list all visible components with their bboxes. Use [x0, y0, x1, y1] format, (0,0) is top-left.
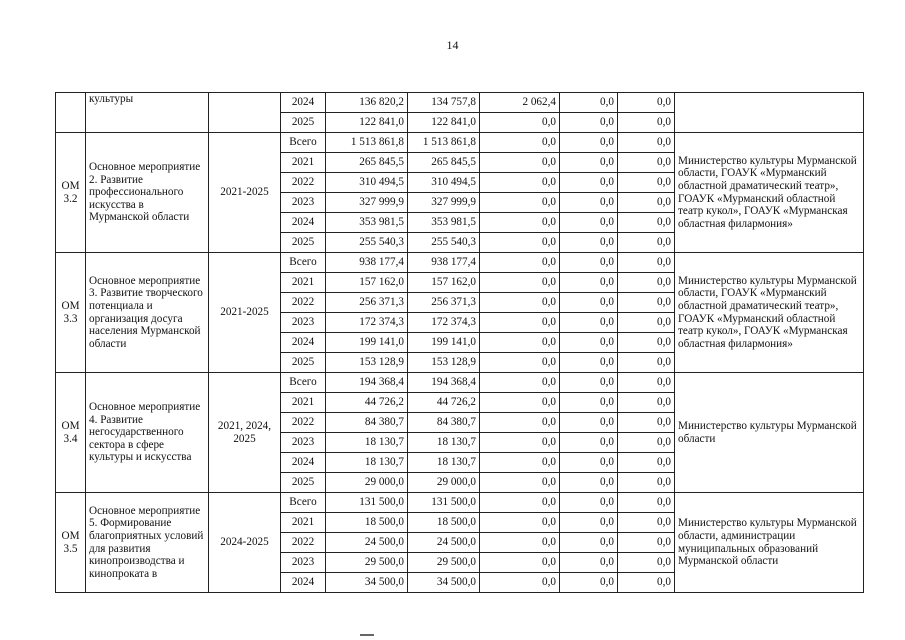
federal-cell: 0,0 — [480, 533, 560, 553]
year-cell: 2022 — [281, 413, 326, 433]
federal-cell: 0,0 — [480, 313, 560, 333]
year-cell: Всего — [281, 373, 326, 393]
regional-cell: 327 999,9 — [408, 193, 480, 213]
regional-cell: 199 141,0 — [408, 333, 480, 353]
year-cell: 2022 — [281, 533, 326, 553]
local-cell: 0,0 — [560, 453, 618, 473]
federal-cell: 0,0 — [480, 133, 560, 153]
total-cell: 172 374,3 — [326, 313, 408, 333]
regional-cell: 84 380,7 — [408, 413, 480, 433]
measure-name: культуры — [86, 93, 209, 133]
measure-name: Основное мероприятие 2. Развитие профессионального искусства в Мурманской области — [86, 133, 209, 253]
local-cell: 0,0 — [560, 113, 618, 133]
total-cell: 24 500,0 — [326, 533, 408, 553]
other-cell: 0,0 — [618, 193, 675, 213]
year-cell: 2022 — [281, 173, 326, 193]
regional-cell: 172 374,3 — [408, 313, 480, 333]
local-cell: 0,0 — [560, 193, 618, 213]
year-cell: Всего — [281, 133, 326, 153]
total-cell: 256 371,3 — [326, 293, 408, 313]
other-cell: 0,0 — [618, 433, 675, 453]
regional-cell: 157 162,0 — [408, 273, 480, 293]
total-cell: 18 130,7 — [326, 433, 408, 453]
total-cell: 194 368,4 — [326, 373, 408, 393]
measure-period: 2021-2025 — [209, 133, 281, 253]
federal-cell: 0,0 — [480, 253, 560, 273]
local-cell: 0,0 — [560, 253, 618, 273]
year-cell: 2023 — [281, 313, 326, 333]
total-cell: 310 494,5 — [326, 173, 408, 193]
regional-cell: 255 540,3 — [408, 233, 480, 253]
total-cell: 255 540,3 — [326, 233, 408, 253]
federal-cell: 0,0 — [480, 573, 560, 593]
total-cell: 938 177,4 — [326, 253, 408, 273]
local-cell: 0,0 — [560, 93, 618, 113]
federal-cell: 0,0 — [480, 433, 560, 453]
other-cell: 0,0 — [618, 473, 675, 493]
local-cell: 0,0 — [560, 373, 618, 393]
regional-cell: 1 513 861,8 — [408, 133, 480, 153]
regional-cell: 153 128,9 — [408, 353, 480, 373]
regional-cell: 938 177,4 — [408, 253, 480, 273]
other-cell: 0,0 — [618, 373, 675, 393]
measure-executors: Министерство культуры Мурманской области, администрации муниципальных образований Мурманской области — [675, 493, 864, 593]
page-mark — [360, 634, 374, 636]
year-cell: 2024 — [281, 453, 326, 473]
measure-executors — [675, 93, 864, 133]
local-cell: 0,0 — [560, 233, 618, 253]
total-cell: 44 726,2 — [326, 393, 408, 413]
local-cell: 0,0 — [560, 393, 618, 413]
federal-cell: 0,0 — [480, 393, 560, 413]
regional-cell: 131 500,0 — [408, 493, 480, 513]
year-cell: 2025 — [281, 233, 326, 253]
regional-cell: 134 757,8 — [408, 93, 480, 113]
local-cell: 0,0 — [560, 473, 618, 493]
total-cell: 18 130,7 — [326, 453, 408, 473]
table-row — [56, 253, 864, 273]
federal-cell: 0,0 — [480, 373, 560, 393]
other-cell: 0,0 — [618, 513, 675, 533]
federal-cell: 0,0 — [480, 333, 560, 353]
total-cell: 84 380,7 — [326, 413, 408, 433]
regional-cell: 310 494,5 — [408, 173, 480, 193]
table-body — [56, 93, 864, 593]
federal-cell: 0,0 — [480, 453, 560, 473]
measure-code: ОМ 3.5 — [56, 493, 86, 593]
year-cell: 2023 — [281, 193, 326, 213]
total-cell: 153 128,9 — [326, 353, 408, 373]
measure-name: Основное мероприятие 5. Формирование благоприятных условий для развития кинопроизводства и кинопроката в — [86, 493, 209, 593]
federal-cell: 0,0 — [480, 513, 560, 533]
regional-cell: 29 500,0 — [408, 553, 480, 573]
local-cell: 0,0 — [560, 353, 618, 373]
local-cell: 0,0 — [560, 173, 618, 193]
year-cell: 2024 — [281, 213, 326, 233]
local-cell: 0,0 — [560, 433, 618, 453]
local-cell: 0,0 — [560, 313, 618, 333]
other-cell: 0,0 — [618, 253, 675, 273]
federal-cell: 0,0 — [480, 233, 560, 253]
page-number: 14 — [446, 38, 459, 52]
total-cell: 353 981,5 — [326, 213, 408, 233]
local-cell: 0,0 — [560, 553, 618, 573]
year-cell: 2022 — [281, 293, 326, 313]
other-cell: 0,0 — [618, 493, 675, 513]
other-cell: 0,0 — [618, 213, 675, 233]
total-cell: 1 513 861,8 — [326, 133, 408, 153]
federal-cell: 0,0 — [480, 553, 560, 573]
federal-cell: 0,0 — [480, 493, 560, 513]
total-cell: 157 162,0 — [326, 273, 408, 293]
regional-cell: 194 368,4 — [408, 373, 480, 393]
budget-table — [55, 92, 864, 593]
regional-cell: 29 000,0 — [408, 473, 480, 493]
federal-cell: 2 062,4 — [480, 93, 560, 113]
year-cell: 2025 — [281, 353, 326, 373]
other-cell: 0,0 — [618, 233, 675, 253]
local-cell: 0,0 — [560, 333, 618, 353]
year-cell: 2023 — [281, 553, 326, 573]
local-cell: 0,0 — [560, 273, 618, 293]
total-cell: 136 820,2 — [326, 93, 408, 113]
regional-cell: 256 371,3 — [408, 293, 480, 313]
local-cell: 0,0 — [560, 413, 618, 433]
federal-cell: 0,0 — [480, 273, 560, 293]
other-cell: 0,0 — [618, 413, 675, 433]
regional-cell: 18 130,7 — [408, 453, 480, 473]
federal-cell: 0,0 — [480, 113, 560, 133]
other-cell: 0,0 — [618, 573, 675, 593]
measure-period: 2021, 2024, 2025 — [209, 373, 281, 493]
table-row — [56, 133, 864, 153]
regional-cell: 34 500,0 — [408, 573, 480, 593]
federal-cell: 0,0 — [480, 153, 560, 173]
local-cell: 0,0 — [560, 513, 618, 533]
other-cell: 0,0 — [618, 313, 675, 333]
measure-code: ОМ 3.2 — [56, 133, 86, 253]
measure-code: ОМ 3.4 — [56, 373, 86, 493]
federal-cell: 0,0 — [480, 193, 560, 213]
total-cell: 18 500,0 — [326, 513, 408, 533]
year-cell: Всего — [281, 493, 326, 513]
total-cell: 29 000,0 — [326, 473, 408, 493]
measure-executors: Министерство культуры Мурманской области — [675, 373, 864, 493]
year-cell: 2025 — [281, 473, 326, 493]
regional-cell: 122 841,0 — [408, 113, 480, 133]
other-cell: 0,0 — [618, 393, 675, 413]
local-cell: 0,0 — [560, 133, 618, 153]
measure-period — [209, 93, 281, 133]
measure-executors: Министерство культуры Мурманской области, ГОАУК «Мурманский областной драматический театр», ГОАУК «Мурманский областной театр кукол», ГОАУК «Мурманская областная филармония» — [675, 133, 864, 253]
year-cell: Всего — [281, 253, 326, 273]
year-cell: 2025 — [281, 113, 326, 133]
local-cell: 0,0 — [560, 153, 618, 173]
other-cell: 0,0 — [618, 113, 675, 133]
regional-cell: 44 726,2 — [408, 393, 480, 413]
regional-cell: 265 845,5 — [408, 153, 480, 173]
local-cell: 0,0 — [560, 533, 618, 553]
total-cell: 199 141,0 — [326, 333, 408, 353]
other-cell: 0,0 — [618, 153, 675, 173]
total-cell: 122 841,0 — [326, 113, 408, 133]
other-cell: 0,0 — [618, 133, 675, 153]
table-row — [56, 373, 864, 393]
table-row — [56, 93, 864, 113]
year-cell: 2021 — [281, 273, 326, 293]
other-cell: 0,0 — [618, 273, 675, 293]
year-cell: 2024 — [281, 333, 326, 353]
regional-cell: 18 500,0 — [408, 513, 480, 533]
measure-name: Основное мероприятие 4. Развитие негосударственного сектора в сфере культуры и искусства — [86, 373, 209, 493]
federal-cell: 0,0 — [480, 473, 560, 493]
year-cell: 2021 — [281, 393, 326, 413]
year-cell: 2021 — [281, 153, 326, 173]
year-cell: 2024 — [281, 93, 326, 113]
other-cell: 0,0 — [618, 173, 675, 193]
regional-cell: 353 981,5 — [408, 213, 480, 233]
other-cell: 0,0 — [618, 333, 675, 353]
local-cell: 0,0 — [560, 213, 618, 233]
year-cell: 2024 — [281, 573, 326, 593]
federal-cell: 0,0 — [480, 213, 560, 233]
table-row — [56, 493, 864, 513]
other-cell: 0,0 — [618, 93, 675, 113]
local-cell: 0,0 — [560, 493, 618, 513]
total-cell: 327 999,9 — [326, 193, 408, 213]
other-cell: 0,0 — [618, 533, 675, 553]
year-cell: 2023 — [281, 433, 326, 453]
other-cell: 0,0 — [618, 453, 675, 473]
total-cell: 131 500,0 — [326, 493, 408, 513]
regional-cell: 24 500,0 — [408, 533, 480, 553]
local-cell: 0,0 — [560, 293, 618, 313]
local-cell: 0,0 — [560, 573, 618, 593]
federal-cell: 0,0 — [480, 293, 560, 313]
total-cell: 265 845,5 — [326, 153, 408, 173]
measure-period: 2024-2025 — [209, 493, 281, 593]
measure-executors: Министерство культуры Мурманской области, ГОАУК «Мурманский областной драматический театр», ГОАУК «Мурманский областной театр кукол», ГОАУК «Мурманская областная филармония» — [675, 253, 864, 373]
measure-name: Основное мероприятие 3. Развитие творческого потенциала и организация досуга населения Мурманской области — [86, 253, 209, 373]
total-cell: 34 500,0 — [326, 573, 408, 593]
year-cell: 2021 — [281, 513, 326, 533]
federal-cell: 0,0 — [480, 353, 560, 373]
federal-cell: 0,0 — [480, 173, 560, 193]
federal-cell: 0,0 — [480, 413, 560, 433]
other-cell: 0,0 — [618, 553, 675, 573]
regional-cell: 18 130,7 — [408, 433, 480, 453]
measure-period: 2021-2025 — [209, 253, 281, 373]
measure-code — [56, 93, 86, 133]
other-cell: 0,0 — [618, 353, 675, 373]
measure-code: ОМ 3.3 — [56, 253, 86, 373]
other-cell: 0,0 — [618, 293, 675, 313]
total-cell: 29 500,0 — [326, 553, 408, 573]
